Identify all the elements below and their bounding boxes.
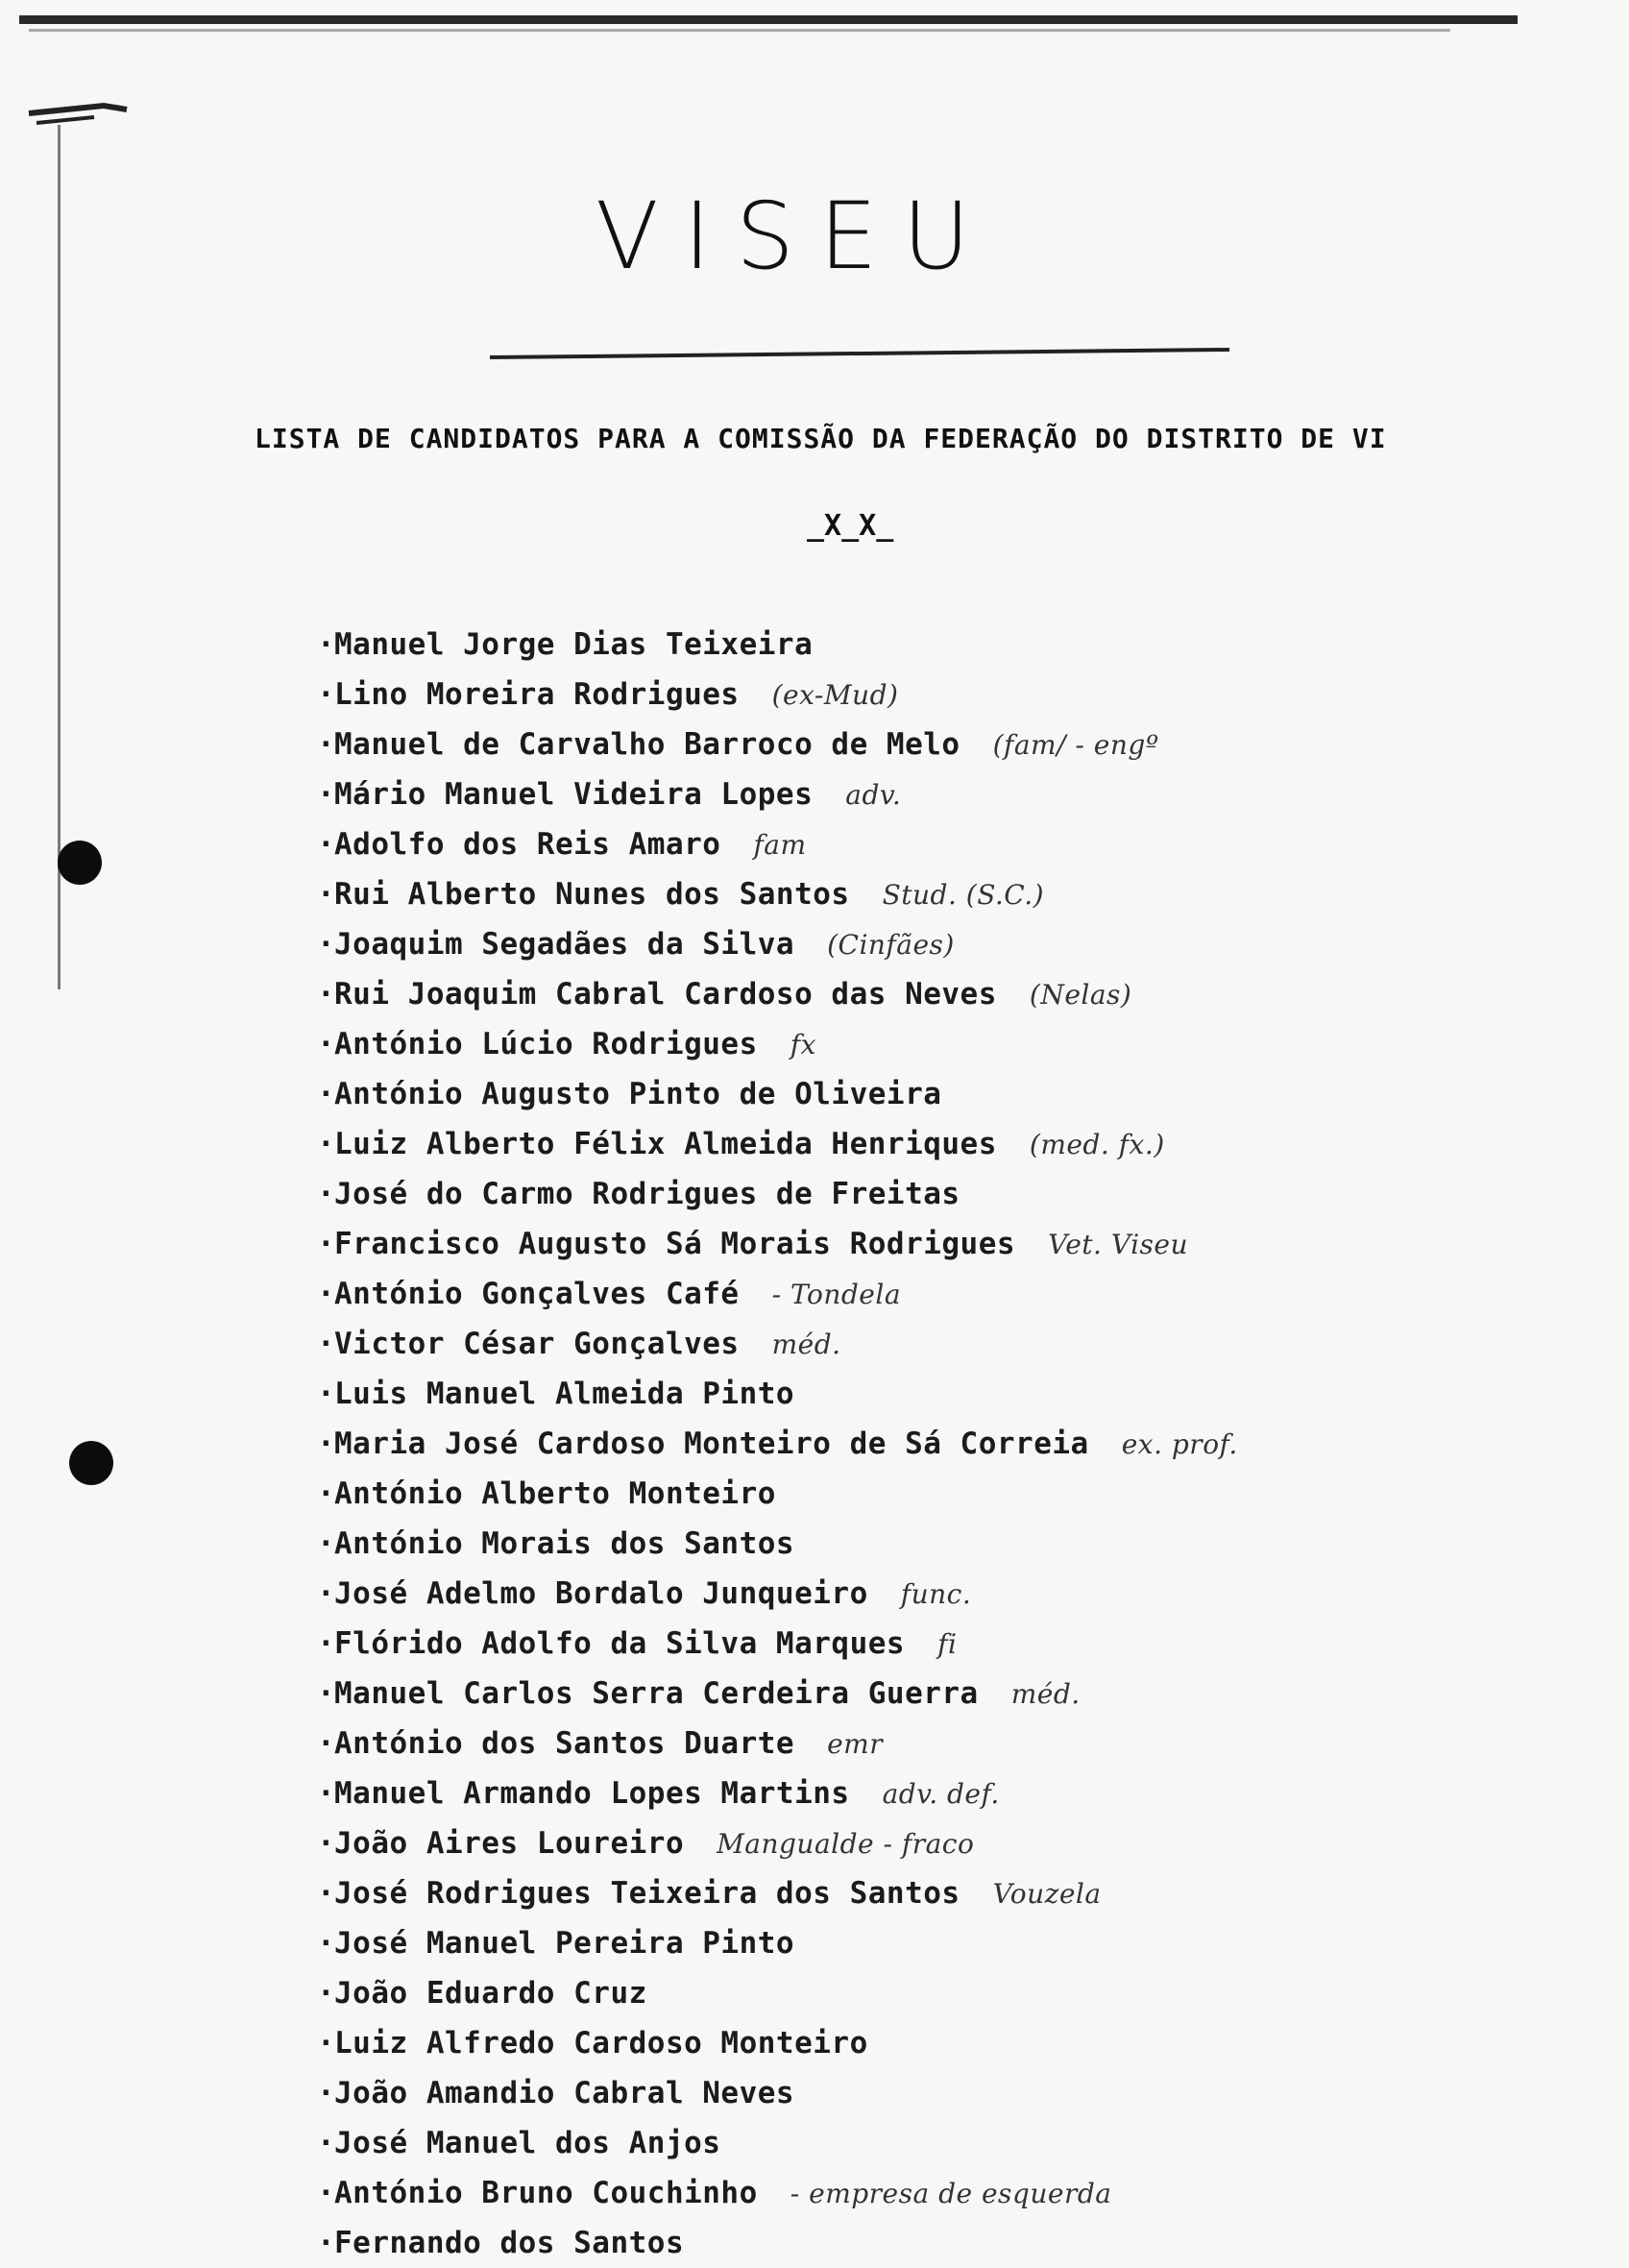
bullet-icon: · [317,2126,336,2160]
title-separator: _X_X_ [807,509,894,543]
list-title: LISTA DE CANDIDATOS PARA A COMISSÃO DA FEDERAÇÃO DO DISTRITO DE VI [255,423,1387,454]
candidate-row [317,1119,1238,1169]
candidate-row [317,2218,1238,2268]
top-border-line [19,15,1518,24]
bullet-icon: · [317,1826,336,1861]
bullet-icon: · [317,927,336,962]
candidate-name: Francisco Augusto Sá Morais Rodrigues [334,1227,1016,1261]
candidate-row [317,1619,1238,1669]
candidate-name: Manuel Jorge Dias Teixeira [334,627,814,662]
bullet-icon: · [317,827,336,862]
bullet-icon: · [317,1676,336,1711]
candidate-name: António dos Santos Duarte [334,1726,795,1761]
candidate-name: Lino Moreira Rodrigues [334,677,740,712]
bullet-icon: · [317,2076,336,2110]
candidate-name: Adolfo dos Reis Amaro [334,827,721,862]
candidate-row [317,1569,1238,1619]
candidate-row [317,1719,1238,1768]
heading-underline [490,348,1229,359]
candidate-name: António Alberto Monteiro [334,1476,776,1511]
candidate-note: (Nelas) [1029,979,1132,1011]
bullet-icon: · [317,1027,336,1061]
candidate-name: Manuel Armando Lopes Martins [334,1776,850,1811]
candidate-row [317,2018,1238,2068]
candidate-row [317,1019,1238,1069]
candidate-row [317,1069,1238,1119]
punch-hole-icon [69,1441,113,1485]
candidate-name: José do Carmo Rodrigues de Freitas [334,1177,960,1211]
candidate-note: Stud. (S.C.) [882,879,1045,911]
bullet-icon: · [317,777,336,812]
candidate-name: Luiz Alfredo Cardoso Monteiro [334,2026,868,2061]
candidate-note: fam [753,829,807,861]
bullet-icon: · [317,727,336,762]
candidate-row [317,2118,1238,2168]
candidate-row [317,1269,1238,1319]
candidate-row [317,670,1238,719]
candidate-name: João Amandio Cabral Neves [334,2076,795,2110]
bullet-icon: · [317,1576,336,1611]
candidate-name: Luiz Alberto Félix Almeida Henriques [334,1127,997,1161]
bullet-icon: · [317,2176,336,2210]
bullet-icon: · [317,627,336,662]
candidate-name: Manuel Carlos Serra Cerdeira Guerra [334,1676,979,1711]
bullet-icon: · [317,1227,336,1261]
candidate-name: Fernando dos Santos [334,2226,685,2260]
bullet-icon: · [317,1726,336,1761]
handwritten-heading: VISEU [596,183,995,290]
candidate-note: Vouzela [992,1878,1102,1910]
candidate-row [317,1868,1238,1918]
bullet-icon: · [317,1876,336,1911]
candidate-name: Rui Joaquim Cabral Cardoso das Neves [334,977,997,1012]
candidate-row [317,1169,1238,1219]
arrow-mark-icon [27,96,133,125]
candidate-note: fx [790,1029,816,1061]
candidate-name: José Adelmo Bordalo Junqueiro [334,1576,868,1611]
bullet-icon: · [317,1976,336,2011]
candidate-name: Manuel de Carvalho Barroco de Melo [334,727,960,762]
bullet-icon: · [317,1427,336,1461]
candidate-note: (ex-Mud) [771,679,899,711]
candidate-row [317,1669,1238,1719]
candidate-row [317,1519,1238,1569]
candidate-note: fi [937,1628,958,1660]
bullet-icon: · [317,1776,336,1811]
candidate-note: adv. def. [882,1778,1000,1810]
candidate-name: António Lúcio Rodrigues [334,1027,758,1061]
bullet-icon: · [317,1526,336,1561]
candidate-row [317,1818,1238,1868]
candidate-row [317,1918,1238,1968]
candidate-name: Maria José Cardoso Monteiro de Sá Correia [334,1427,1089,1461]
candidate-row [317,1369,1238,1419]
candidate-row [317,719,1238,769]
top-border-line-secondary [29,29,1450,32]
candidate-row [317,1319,1238,1369]
candidate-name: José Manuel Pereira Pinto [334,1926,795,1961]
bullet-icon: · [317,1476,336,1511]
candidate-name: António Gonçalves Café [334,1277,740,1311]
candidate-note: (fam/ - engº [992,729,1159,761]
candidate-row [317,869,1238,919]
bullet-icon: · [317,1277,336,1311]
candidate-row [317,2168,1238,2218]
candidate-note: (Cinfães) [827,929,955,961]
candidate-name: José Rodrigues Teixeira dos Santos [334,1876,960,1911]
candidate-row [317,1219,1238,1269]
candidate-name: João Aires Loureiro [334,1826,685,1861]
bullet-icon: · [317,1077,336,1111]
candidate-name: António Morais dos Santos [334,1526,795,1561]
bullet-icon: · [317,1626,336,1661]
bullet-icon: · [317,1926,336,1961]
candidate-name: Flórido Adolfo da Silva Marques [334,1626,906,1661]
candidate-row [317,1419,1238,1469]
punch-hole-icon [58,841,102,885]
bullet-icon: · [317,2226,336,2260]
candidate-list [317,620,1238,2268]
bullet-icon: · [317,1127,336,1161]
candidate-note: Vet. Viseu [1048,1229,1188,1260]
candidate-note: - Tondela [771,1279,902,1310]
candidate-note: méd. [771,1329,841,1360]
candidate-row [317,2068,1238,2118]
candidate-note: Mangualde - fraco [717,1828,975,1860]
bullet-icon: · [317,1327,336,1361]
bullet-icon: · [317,877,336,912]
candidate-row [317,769,1238,819]
candidate-name: Joaquim Segadães da Silva [334,927,795,962]
candidate-note: méd. [1010,1678,1081,1710]
bullet-icon: · [317,2026,336,2061]
candidate-name: Rui Alberto Nunes dos Santos [334,877,850,912]
candidate-row [317,620,1238,670]
bullet-icon: · [317,977,336,1012]
candidate-note: emr [827,1728,884,1760]
bullet-icon: · [317,1377,336,1411]
candidate-note: func. [900,1578,972,1610]
candidate-row [317,969,1238,1019]
candidate-note: adv. [845,779,902,811]
candidate-row [317,1469,1238,1519]
candidate-row [317,819,1238,869]
candidate-name: Victor César Gonçalves [334,1327,740,1361]
candidate-row [317,919,1238,969]
candidate-name: José Manuel dos Anjos [334,2126,721,2160]
bullet-icon: · [317,677,336,712]
candidate-row [317,1968,1238,2018]
candidate-note: ex. prof. [1121,1428,1238,1460]
candidate-note: - empresa de esquerda [790,2178,1112,2209]
candidate-note: (med. fx.) [1029,1129,1165,1160]
candidate-name: António Augusto Pinto de Oliveira [334,1077,942,1111]
candidate-name: António Bruno Couchinho [334,2176,758,2210]
candidate-name: Luis Manuel Almeida Pinto [334,1377,795,1411]
candidate-name: Mário Manuel Videira Lopes [334,777,814,812]
candidate-row [317,1768,1238,1818]
bullet-icon: · [317,1177,336,1211]
candidate-name: João Eduardo Cruz [334,1976,647,2011]
